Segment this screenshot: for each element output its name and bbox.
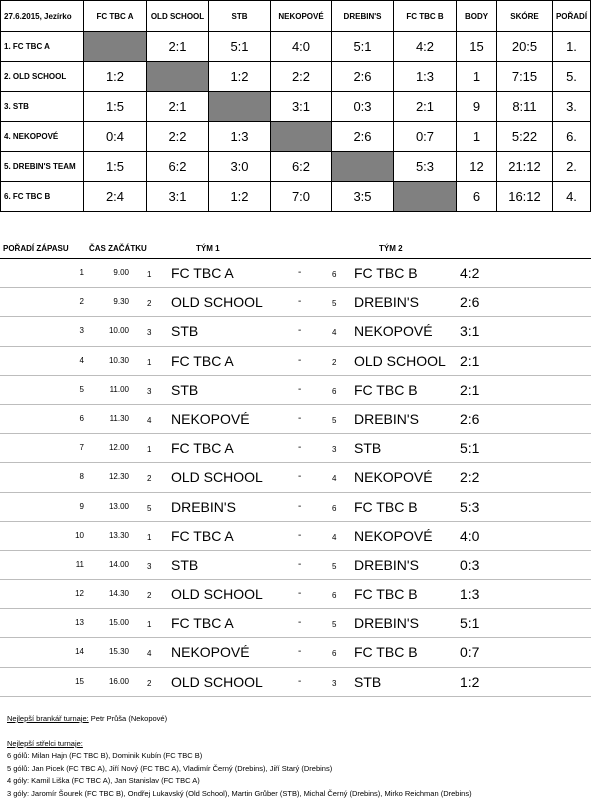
- match-score: 5:3: [460, 498, 480, 515]
- points-cell: 12: [457, 152, 497, 182]
- result-cell: 3:0: [209, 152, 271, 182]
- match-score: 5:1: [460, 440, 480, 457]
- score-cell: 20:5: [497, 32, 553, 62]
- score-cell: 21:12: [497, 152, 553, 182]
- team2-name: FC TBC B: [354, 498, 418, 515]
- result-cell: 3:1: [271, 92, 332, 122]
- result-cell: 7:0: [271, 182, 332, 212]
- match-order: 7: [79, 443, 84, 453]
- match-dash: -: [298, 383, 302, 395]
- standings-row: [1, 62, 591, 92]
- team2-index: 4: [332, 532, 337, 542]
- result-cell: 5:1: [332, 32, 394, 62]
- match-row: [0, 668, 591, 697]
- top-scorers-line: 6 gólů: Milan Hajn (FC TBC B), Dominik Kubín (FC TBC B): [7, 751, 203, 761]
- match-time: 9.00: [113, 268, 129, 277]
- match-row: [0, 347, 591, 376]
- team1-index: 1: [147, 270, 152, 279]
- team1-name: OLD SCHOOL: [171, 586, 263, 603]
- team2-index: 6: [332, 386, 337, 396]
- schedule-header-team2: TÝM 2: [379, 244, 403, 253]
- match-order: 3: [79, 326, 84, 336]
- result-cell: 0:4: [84, 122, 147, 152]
- best-goalkeeper-value: Petr Průša (Nekopové): [88, 714, 168, 723]
- team2-index: 6: [332, 270, 337, 279]
- match-time: 10.30: [108, 355, 129, 365]
- result-cell: 1:3: [209, 122, 271, 152]
- score-cell: 7:15: [497, 62, 553, 92]
- standings-row: [1, 152, 591, 182]
- result-cell: 5:1: [209, 32, 271, 62]
- schedule-header-order: POŘADÍ ZÁPASU: [3, 244, 69, 253]
- match-score: 1:2: [460, 673, 480, 690]
- result-cell: 1:5: [84, 152, 147, 182]
- points-cell: 6: [457, 182, 497, 212]
- match-dash: -: [298, 412, 302, 424]
- match-time: 16.00: [108, 676, 129, 686]
- team2-name: DREBIN'S: [354, 615, 419, 632]
- team1-index: 2: [147, 591, 152, 601]
- match-score: 4:0: [460, 527, 480, 544]
- team2-index: 3: [332, 678, 337, 688]
- standings-row: [1, 122, 591, 152]
- team2-name: FC TBC B: [354, 381, 418, 398]
- match-order: 10: [75, 530, 84, 540]
- points-cell: 1: [457, 62, 497, 92]
- team1-name: FC TBC A: [171, 527, 234, 544]
- top-scorers: [7, 738, 472, 800]
- header-team-nekopove: NEKOPOVÉ: [271, 1, 332, 32]
- match-time: 15.30: [108, 647, 129, 657]
- match-row: [0, 317, 591, 346]
- match-row: [0, 405, 591, 434]
- match-dash: -: [298, 529, 302, 541]
- match-order: 15: [75, 676, 84, 686]
- standings-table: [0, 0, 591, 212]
- match-time: 10.00: [108, 326, 129, 336]
- result-cell: 2:1: [147, 32, 209, 62]
- result-cell: 5:3: [394, 152, 457, 182]
- result-cell: 2:2: [271, 62, 332, 92]
- team1-index: 1: [147, 445, 152, 455]
- result-cell: 2:1: [394, 92, 457, 122]
- diagonal-cell: [394, 182, 457, 212]
- match-dash: -: [298, 267, 302, 278]
- team1-name: FC TBC A: [171, 265, 234, 281]
- result-cell: 2:6: [332, 122, 394, 152]
- team2-name: DREBIN'S: [354, 294, 419, 311]
- team1-name: FC TBC A: [171, 440, 234, 457]
- score-cell: 8:11: [497, 92, 553, 122]
- team2-name: DREBIN'S: [354, 556, 419, 573]
- team2-index: 5: [332, 299, 337, 309]
- match-time: 12.30: [108, 472, 129, 482]
- match-dash: -: [298, 354, 302, 366]
- result-cell: 1:5: [84, 92, 147, 122]
- team2-name: NEKOPOVÉ: [354, 527, 433, 544]
- result-cell: 2:2: [147, 122, 209, 152]
- top-scorers-line: 4 góly: Kamil Liška (FC TBC A), Jan Stanislav (FC TBC A): [7, 776, 200, 786]
- team2-name: STB: [354, 673, 382, 690]
- team2-name: FC TBC B: [354, 265, 418, 281]
- match-row: [0, 434, 591, 463]
- match-score: 5:1: [460, 615, 480, 632]
- match-score: 1:3: [460, 586, 480, 603]
- match-order: 14: [75, 647, 84, 657]
- match-time: 11.30: [109, 413, 129, 423]
- match-time: 14.00: [108, 559, 129, 569]
- rank-cell: 1.: [553, 32, 591, 62]
- match-order: 6: [79, 413, 84, 423]
- match-dash: -: [298, 675, 302, 687]
- match-row: [0, 522, 591, 551]
- top-scorers-label: Nejlepší střelci turnaje:: [7, 739, 83, 748]
- match-score: 2:6: [460, 294, 480, 311]
- points-cell: 9: [457, 92, 497, 122]
- match-order: 13: [75, 618, 84, 628]
- match-row: [0, 493, 591, 522]
- result-cell: 0:3: [332, 92, 394, 122]
- diagonal-cell: [209, 92, 271, 122]
- team2-index: 5: [332, 415, 337, 425]
- team2-name: DREBIN'S: [354, 410, 419, 427]
- team-name: 1. FC TBC A: [1, 32, 84, 62]
- team2-name: FC TBC B: [354, 586, 418, 603]
- team2-name: OLD SCHOOL: [354, 352, 446, 369]
- team1-name: OLD SCHOOL: [171, 673, 263, 690]
- match-row: [0, 288, 591, 317]
- team1-index: 2: [147, 678, 152, 688]
- match-time: 13.30: [108, 530, 129, 540]
- team2-index: 5: [332, 620, 337, 630]
- result-cell: 1:2: [209, 62, 271, 92]
- match-row: [0, 463, 591, 492]
- team1-index: 1: [147, 357, 152, 367]
- team2-index: 3: [332, 445, 337, 455]
- rank-cell: 2.: [553, 152, 591, 182]
- match-time: 9.30: [113, 297, 129, 307]
- match-score: 2:2: [460, 469, 480, 486]
- match-order: 12: [75, 589, 84, 599]
- result-cell: 1:2: [84, 62, 147, 92]
- result-cell: 1:3: [394, 62, 457, 92]
- team1-name: NEKOPOVÉ: [171, 410, 250, 427]
- team2-index: 4: [332, 474, 337, 484]
- match-row: [0, 376, 591, 405]
- match-dash: -: [298, 646, 302, 658]
- points-cell: 15: [457, 32, 497, 62]
- team2-name: STB: [354, 440, 382, 457]
- match-dash: -: [298, 500, 302, 512]
- schedule-header-team1: TÝM 1: [196, 244, 220, 253]
- best-goalkeeper: [7, 713, 167, 725]
- rank-cell: 3.: [553, 92, 591, 122]
- team1-name: FC TBC A: [171, 615, 234, 632]
- team-name: 6. FC TBC B: [1, 182, 84, 212]
- match-row: [0, 580, 591, 609]
- team1-index: 2: [147, 474, 152, 484]
- result-cell: 2:4: [84, 182, 147, 212]
- match-dash: -: [298, 296, 302, 308]
- schedule-header-time: ČAS ZAČÁTKU: [89, 244, 147, 253]
- match-score: 0:7: [460, 644, 480, 661]
- team2-index: 6: [332, 591, 337, 601]
- team2-index: 6: [332, 503, 337, 513]
- team1-name: OLD SCHOOL: [171, 469, 263, 486]
- team1-index: 3: [147, 386, 152, 396]
- match-score: 2:1: [460, 352, 480, 369]
- team2-name: NEKOPOVÉ: [354, 469, 433, 486]
- match-row: [0, 551, 591, 580]
- match-score: 2:1: [460, 381, 480, 398]
- top-scorers-line: 5 gólů: Jan Picek (FC TBC A), Jiří Nový (FC TBC A), Vladimír Černý (Drebins), Jiří Starý (Drebins): [7, 763, 333, 773]
- result-cell: 4:0: [271, 32, 332, 62]
- result-cell: 3:1: [147, 182, 209, 212]
- team1-name: STB: [171, 381, 199, 398]
- match-order: 9: [79, 501, 84, 511]
- header-team-fc-tbc-b: FC TBC B: [394, 1, 457, 32]
- standings-row: [1, 182, 591, 212]
- match-score: 0:3: [460, 556, 480, 573]
- match-dash: -: [298, 558, 302, 570]
- result-cell: 1:2: [209, 182, 271, 212]
- team2-name: FC TBC B: [354, 644, 418, 661]
- score-cell: 16:12: [497, 182, 553, 212]
- rank-cell: 5.: [553, 62, 591, 92]
- standings-row: [1, 32, 591, 62]
- points-cell: 1: [457, 122, 497, 152]
- team2-index: 5: [332, 561, 337, 571]
- match-order: 4: [79, 355, 84, 365]
- header-team-drebins: DREBIN'S: [332, 1, 394, 32]
- match-score: 4:2: [460, 265, 480, 281]
- header-rank: POŘADÍ: [553, 1, 591, 32]
- team2-index: 4: [332, 328, 337, 338]
- match-time: 11.00: [109, 384, 129, 394]
- team2-index: 2: [332, 357, 337, 367]
- match-time: 15.00: [108, 618, 129, 628]
- match-order: 1: [79, 268, 84, 277]
- tournament-date-place: 27.6.2015, Jezírko: [1, 1, 84, 32]
- team1-index: 2: [147, 299, 152, 309]
- team1-index: 5: [147, 503, 152, 513]
- rank-cell: 4.: [553, 182, 591, 212]
- result-cell: 2:6: [332, 62, 394, 92]
- team1-index: 3: [147, 561, 152, 571]
- result-cell: 4:2: [394, 32, 457, 62]
- team1-index: 3: [147, 328, 152, 338]
- standings-header-row: [1, 1, 591, 32]
- match-dash: -: [298, 442, 302, 454]
- match-row: [0, 258, 591, 288]
- header-score: SKÓRE: [497, 1, 553, 32]
- team-name: 5. DREBIN'S TEAM: [1, 152, 84, 182]
- team-name: 2. OLD SCHOOL: [1, 62, 84, 92]
- diagonal-cell: [332, 152, 394, 182]
- team-name: 3. STB: [1, 92, 84, 122]
- match-order: 5: [79, 384, 84, 394]
- match-order: 8: [79, 472, 84, 482]
- team1-name: STB: [171, 323, 199, 340]
- match-score: 3:1: [460, 323, 480, 340]
- top-scorers-line: 3 góly: Jaromír Šourek (FC TBC B), Ondřej Lukavský (Old School), Martin Grůber (STB), Michal Černý (Drebins), Mirko Reichman (Drebins): [7, 788, 472, 798]
- team1-name: STB: [171, 556, 199, 573]
- best-goalkeeper-label: Nejlepší brankář turnaje:: [7, 714, 89, 723]
- match-dash: -: [298, 617, 302, 629]
- match-time: 14.30: [108, 589, 129, 599]
- team1-name: OLD SCHOOL: [171, 294, 263, 311]
- diagonal-cell: [271, 122, 332, 152]
- header-team-stb: STB: [209, 1, 271, 32]
- header-team-fc-tbc-a: FC TBC A: [84, 1, 147, 32]
- result-cell: 2:1: [147, 92, 209, 122]
- team1-index: 1: [147, 620, 152, 630]
- match-score: 2:6: [460, 410, 480, 427]
- team1-index: 1: [147, 532, 152, 542]
- team1-index: 4: [147, 649, 152, 659]
- diagonal-cell: [84, 32, 147, 62]
- team1-index: 4: [147, 415, 152, 425]
- result-cell: 6:2: [147, 152, 209, 182]
- rank-cell: 6.: [553, 122, 591, 152]
- match-order: 2: [79, 297, 84, 307]
- match-dash: -: [298, 471, 302, 483]
- team1-name: NEKOPOVÉ: [171, 644, 250, 661]
- match-schedule-list: [0, 258, 591, 697]
- match-time: 12.00: [108, 443, 129, 453]
- team2-index: 6: [332, 649, 337, 659]
- standings-row: [1, 92, 591, 122]
- result-cell: 3:5: [332, 182, 394, 212]
- team-name: 4. NEKOPOVÉ: [1, 122, 84, 152]
- result-cell: 0:7: [394, 122, 457, 152]
- team1-name: DREBIN'S: [171, 498, 236, 515]
- score-cell: 5:22: [497, 122, 553, 152]
- header-team-old-school: OLD SCHOOL: [147, 1, 209, 32]
- match-time: 13.00: [108, 501, 129, 511]
- team1-name: FC TBC A: [171, 352, 234, 369]
- team2-name: NEKOPOVÉ: [354, 323, 433, 340]
- match-row: [0, 638, 591, 667]
- match-dash: -: [298, 588, 302, 600]
- match-dash: -: [298, 325, 302, 337]
- match-order: 11: [75, 559, 84, 569]
- header-points: BODY: [457, 1, 497, 32]
- match-row: [0, 609, 591, 638]
- diagonal-cell: [147, 62, 209, 92]
- result-cell: 6:2: [271, 152, 332, 182]
